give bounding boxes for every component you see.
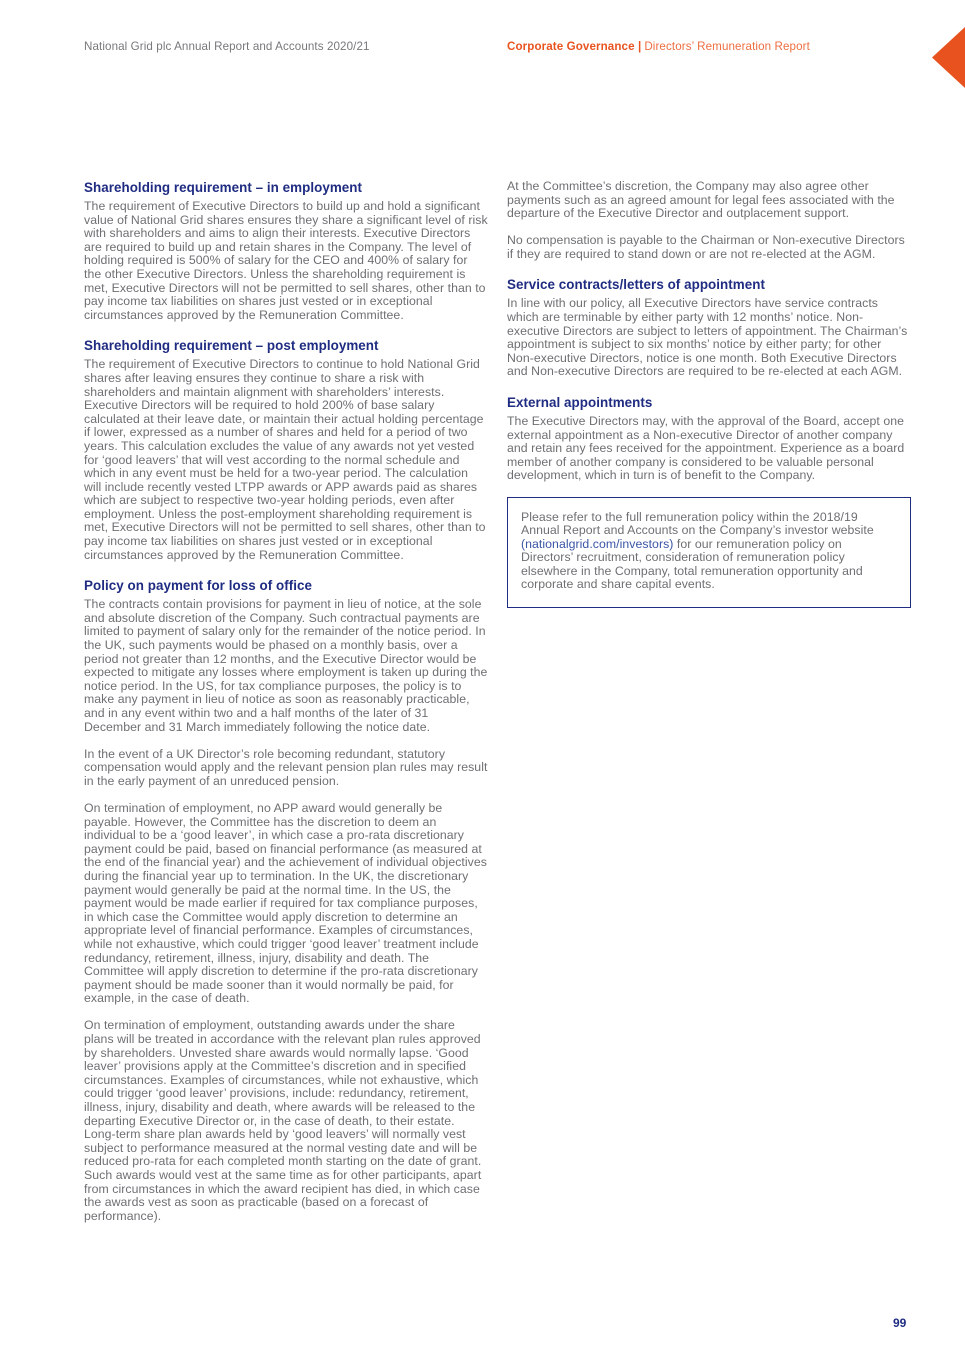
paragraph: The Executive Directors may, with the approval of the Board, accept one external appointment as a Non-executive Director of another company and retain any fees received for the appointment. Experience as a board member of another company is considered to be valuable personal development, which in turn is of benefit to the Company. xyxy=(507,414,905,483)
breadcrumb xyxy=(507,40,810,53)
callout-box xyxy=(507,497,911,609)
callout-text-before: Please refer to the full remuneration policy within the 2018/19 Annual Report and Accounts on the Company’s investor website xyxy=(521,509,874,538)
investor-website-link[interactable]: (nationalgrid.com/investors) xyxy=(521,536,674,551)
page-edge-arrow-icon xyxy=(932,27,965,88)
callout-text xyxy=(521,511,896,593)
heading-shareholding-in-employment: Shareholding requirement – in employment xyxy=(84,180,363,195)
paragraph: The contracts contain provisions for payment in lieu of notice, at the sole and absolute discretion of the Company. Such contractual payments are limited to payment of salary only for the remainder of the notice period. In the UK, such payments would be phased on a monthly basis, over a period not greater than 12 months, and the Executive Director would be expected to mitigate any losses where employment is taken up during the notice period. In the US, for tax compliance purposes, the policy is to make any payment in lieu of notice as soon as reasonably practicable, and in any event within two and a half months of the later of 31 December and 31 March immediately following the notice date. xyxy=(84,597,488,734)
paragraph: On termination of employment, no APP award would generally be payable. However, the Committee has the discretion to deem an individual to be a ‘good leaver’, in which case a pro-rata discretionary payment could be paid, based on financial performance (as measured at the end of the financial year) and the achievement of individual objectives during the financial year up to termination. In the UK, the discretionary payment would generally be paid at the normal time. In the US, the payment would be made earlier if required for tax compliance purposes, in which case the Committee would apply discretion to determine an appropriate level of financial performance. Examples of circumstances, while not exhaustive, which could trigger ‘good leaver’ treatment include redundancy, retirement, illness, injury, disability and death. The Committee will apply discretion to determine if the pro-rata discretionary payment should be made sooner than it would normally be paid, for example, in the case of death. xyxy=(84,800,487,1006)
breadcrumb-section: Corporate Governance | xyxy=(507,40,642,53)
heading-external-appointments: External appointments xyxy=(507,395,653,411)
heading-policy-loss-of-office: Policy on payment for loss of office xyxy=(84,578,312,594)
paragraph: In the event of a UK Director’s role becoming redundant, statutory compensation would apply and the relevant pension plan rules may result in the early payment of an unreduced pension. xyxy=(84,746,488,788)
paragraph: The requirement of Executive Directors to build up and hold a significant value of National Grid shares ensures they share a significant level of risk with shareholders and aims to align their interests. Executive Directors are required to build up and retain shares in the Company. The level of holding required is 500% of salary for the CEO and 400% of salary for the other Executive Directors. Unless the shareholding requirement is met, Executive Directors will not be permitted to sell shares, other than to pay income tax liabilities on shares just vested or in exceptional circumstances approved by the Remuneration Committee. xyxy=(84,199,488,322)
right-column xyxy=(507,180,911,608)
heading-service-contracts: Service contracts/letters of appointment xyxy=(507,277,765,293)
heading-shareholding-post-employment: Shareholding requirement – post employment xyxy=(84,338,379,354)
paragraph: At the Committee’s discretion, the Company may also agree other payments such as an agreed amount for legal fees associated with the departure of the Executive Director and outplacement support. xyxy=(507,179,895,221)
page-number: 99 xyxy=(893,1316,907,1330)
callout-text-after: for our remuneration policy on Directors’ recruitment, consideration of remuneration policy elsewhere in the Company, total remuneration opportunity and corporate and share capital events. xyxy=(521,536,863,592)
left-column xyxy=(84,180,488,1237)
paragraph: The requirement of Executive Directors to continue to hold National Grid shares after leaving ensures they continue to share a risk with shareholders and maintain alignment with shareholders’ interests. Executive Directors will be required to hold 200% of base salary calculated at their leave date, or maintain their actual holding percentage if lower, expressed as a number of shares and held for a period of two years. This calculation excludes the value of any awards not yet vested for ‘good leavers’ that will vest according to the normal schedule and which in any event must be held for a two-year period. The calculation will include recently vested LTPP awards or APP awards paid as shares which are subject to respective two-year holding periods, even after employment. Unless the post-employment shareholding requirement is met, Executive Directors will not be permitted to sell shares, other than to pay income tax liabilities on shares just vested or in exceptional circumstances approved by the Remuneration Committee. xyxy=(84,357,486,562)
report-title: National Grid plc Annual Report and Accounts 2020/21 xyxy=(84,40,370,53)
paragraph: In line with our policy, all Executive Directors have service contracts which are terminable by either party with 12 months’ notice. Non-executive Directors are subject to letters of appointment. The Chairman’s appointment is subject to six months’ notice by either party; for other Non-executive Directors, notice is one month. Both Executive Directors and Non-executive Directors are required to be re-elected at each AGM. xyxy=(507,296,908,379)
paragraph: No compensation is payable to the Chairman or Non-executive Directors if they are required to stand down or are not re-elected at the AGM. xyxy=(507,233,905,261)
paragraph: On termination of employment, outstanding awards under the share plans will be treated in accordance with the relevant plan rules approved by shareholders. Unvested share awards would normally lapse. ‘Good leaver’ provisions apply at the Committee’s discretion and in specified circumstances. Examples of circumstances, while not exhaustive, which could trigger ‘good leaver’ provisions, include: redundancy, retirement, illness, injury, disability and death, where awards will be released to the departing Executive Director or, in the case of death, to their estate. Long-term share plan awards held by ‘good leavers’ will normally vest subject to performance measured at the normal vesting date and will be reduced pro-rata for each completed month starting on the date of grant. Such awards would vest at the same time as for other participants, apart from circumstances in which the award recipient has died, in which case the awards vest as soon as practicable (based on a forecast of performance). xyxy=(84,1018,482,1223)
breadcrumb-subsection: Directors’ Remuneration Report xyxy=(644,40,810,53)
